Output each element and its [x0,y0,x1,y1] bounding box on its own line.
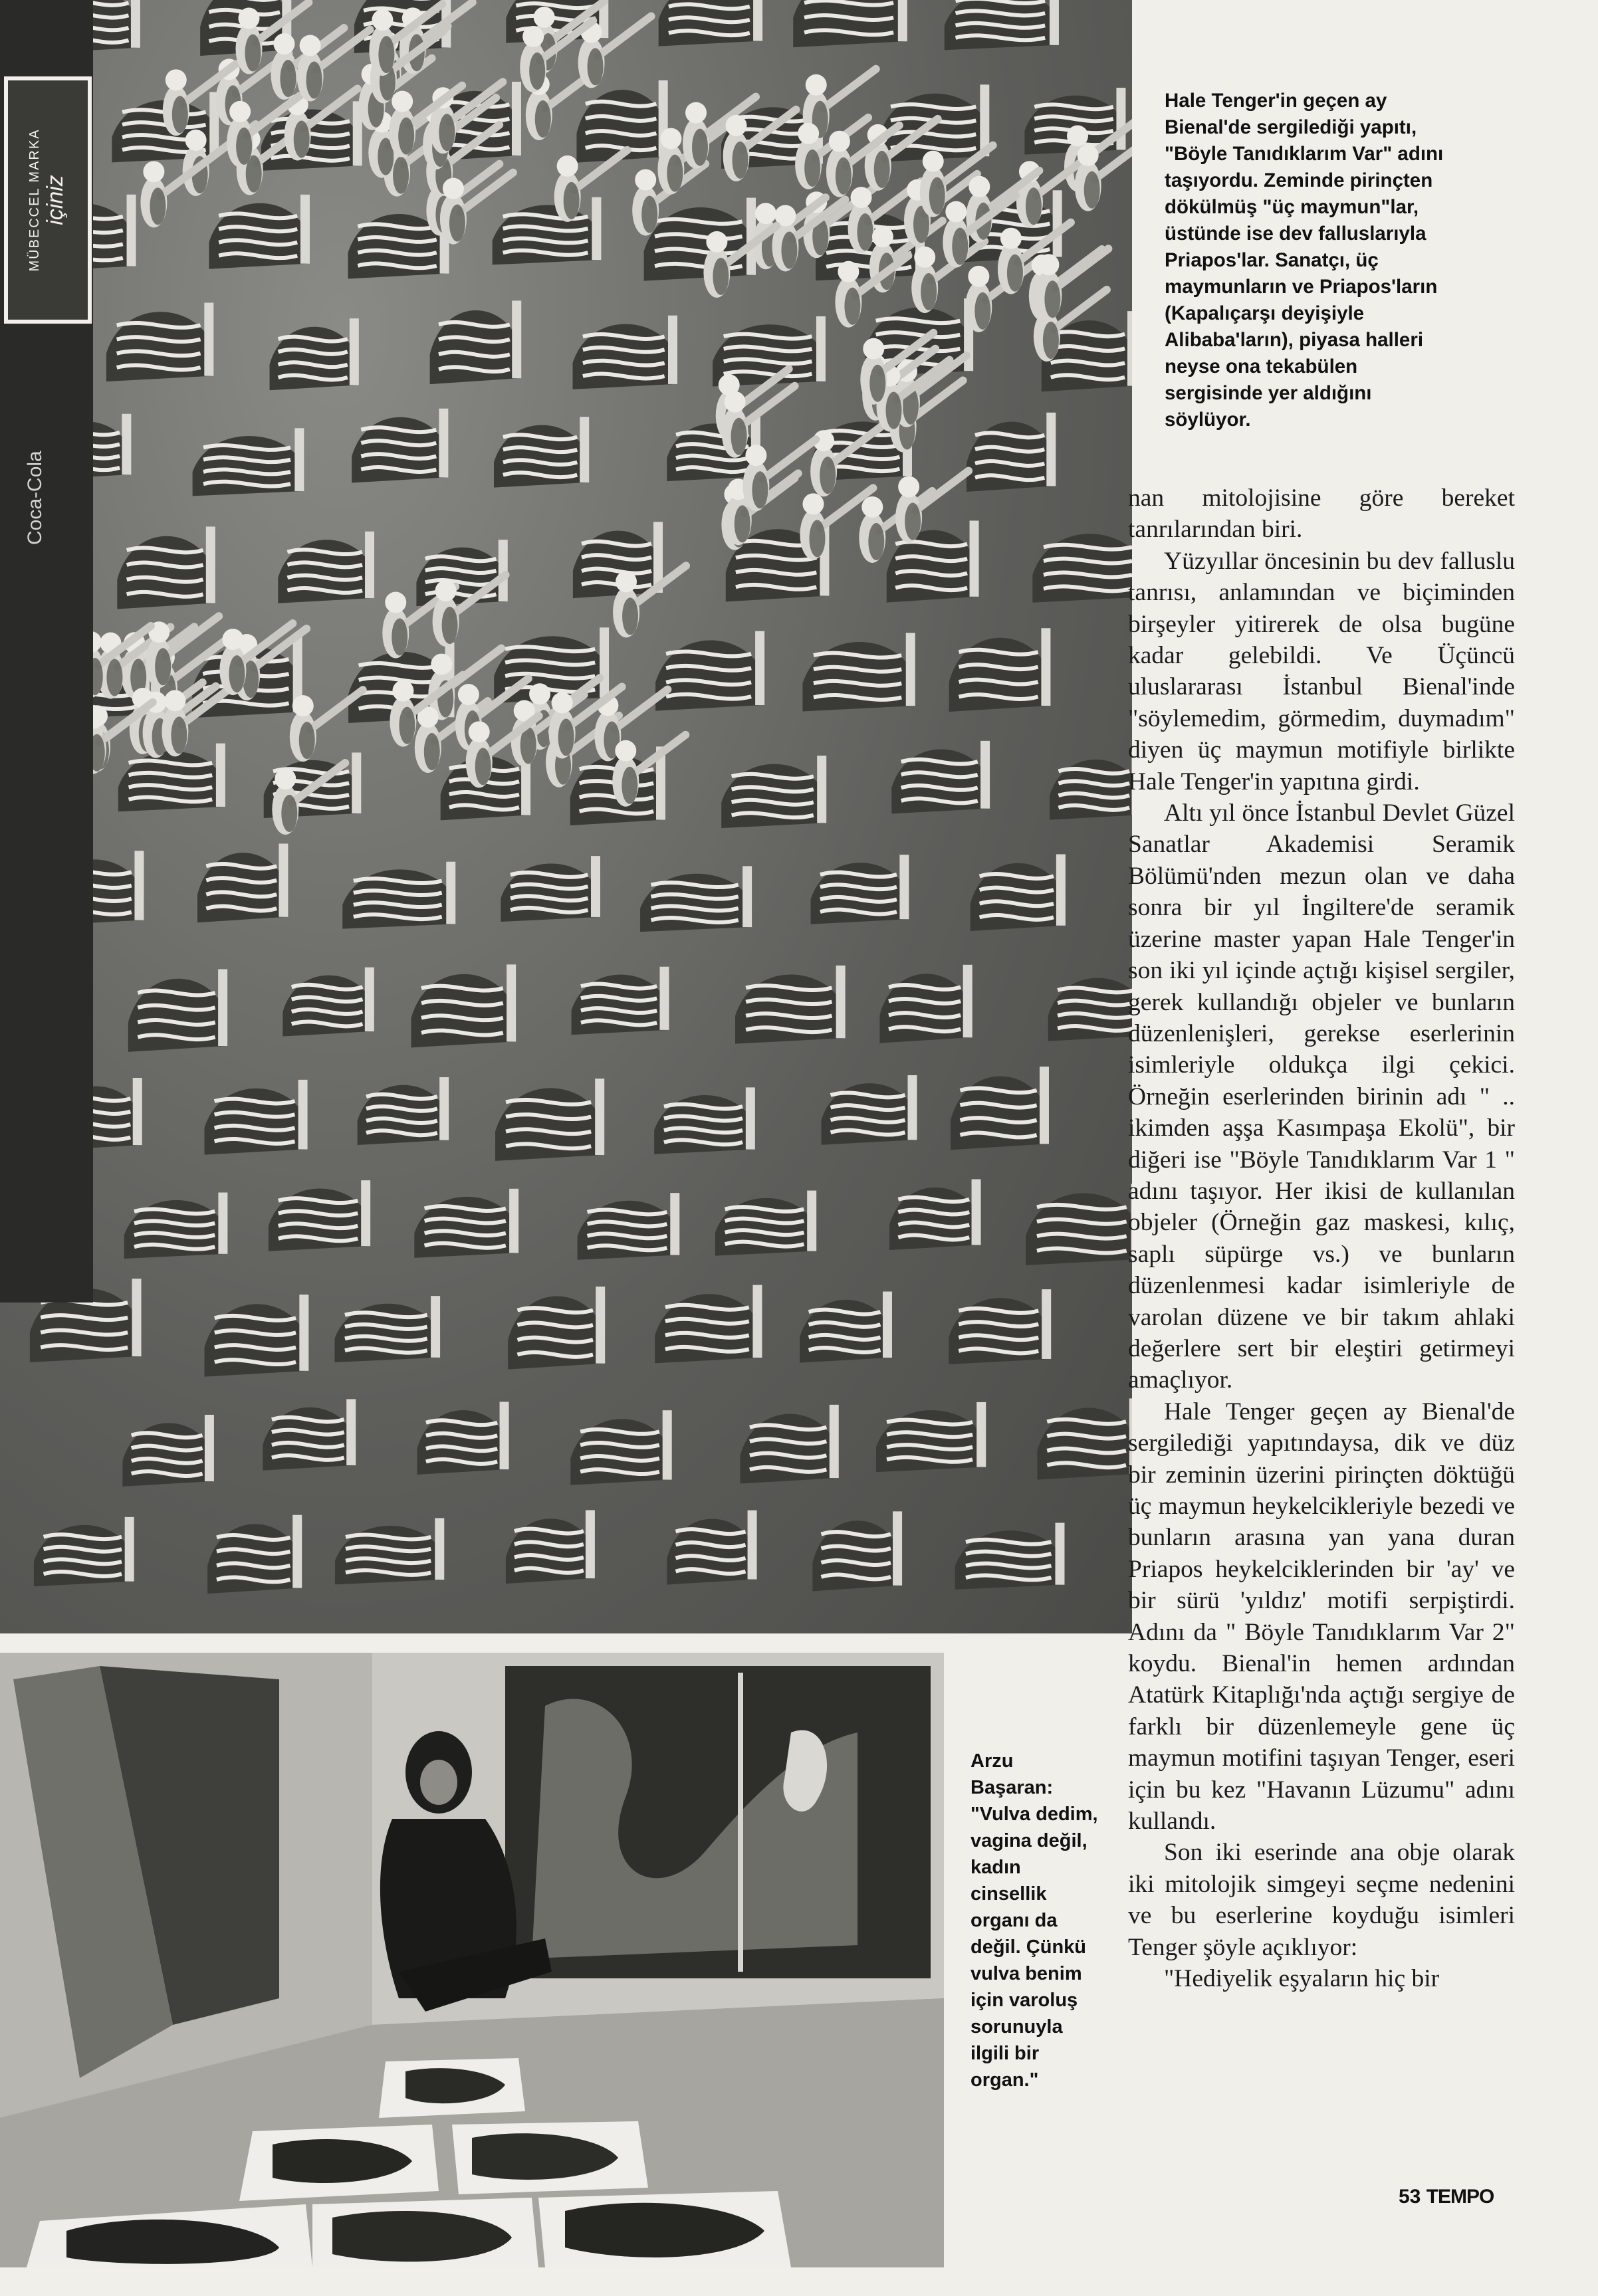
brass-figurine [1048,970,1132,1041]
brass-figurine [416,540,507,606]
brass-figurine [659,0,762,47]
brass-figurine [945,0,1059,50]
brass-figurine [495,1079,604,1161]
body-paragraph: Hale Tenger geçen ay Bienal'de sergilediği yapıtındaysa, dik ve düz bir zeminin üzerini pirinçten döktüğü üç maymun heykelcikleriyle bezedi ve bunların arasına yan yana duran Priapos heykelciklerinden bir 'ay' ve bir sürü 'yıldız' motifi serpiştirdi. Adını da " Böyle Tanıdıklarım Var 2" koydu. Bienal'in hemen ardından Atatürk Kitaplığı'nda açtığı sergiye de farklı bir düzenlemeyle gene üç maymun motifini taşıyan Tenger, eseri için bu kez "Havanın Lüzumu" adını kullandı. [1128,1398,1515,1835]
brass-figurine [949,628,1051,712]
brass-figurine [128,969,227,1051]
brass-figurine [342,862,455,929]
brass-figurine [967,413,1056,492]
brass-figurine [1050,752,1132,820]
brass-figurine [106,303,213,382]
brass-figurine [506,1510,595,1584]
brass-figurine [570,1410,671,1485]
brass-figurine [970,854,1066,931]
brass-figurine [501,856,600,922]
brass-figurine [889,1179,981,1250]
left-page-edge [0,0,93,1303]
artist-face [420,1760,457,1805]
brass-figurine [411,964,516,1047]
body-paragraph: Yüzyıllar öncesinin bu dev falluslu tanrısı, anlamından ve biçiminden birşeyler yitirerek de olsa bugüne kadar gelebildi. Ve Üçüncü uluslararası İstanbul Bienal'inde "söylemedim, görmedim, duymadım" diyen üç maymun motifiyle birlikte Hale Tenger'in yapıtına girdi. [1128,547,1515,795]
brass-figurine [891,741,990,814]
body-paragraph: Son iki eserinde ana obje olarak iki mitolojik simgeyi seçme nedenini ve bu eserlerine koyduğu isimleri Tenger şöyle açıklıyor: [1128,1839,1515,1961]
brass-figurine [122,1415,214,1487]
brass-figurine [654,1087,755,1154]
brass-figurine [655,631,764,711]
brass-figurine [811,855,909,924]
brass-figurine [414,1189,518,1258]
brass-figurine [655,1285,762,1364]
brass-figurine [740,1405,838,1484]
brass-figurine [951,1067,1049,1150]
brass-figurine [793,0,907,47]
edge-small-text: MÜBECCEL MARKA [27,128,42,272]
page-number: 53 [1399,2186,1421,2208]
edge-coca-text: Coca-Cola [24,451,46,545]
brass-figurine [334,1296,440,1362]
page-folio [1399,2186,1494,2208]
article-body [1128,482,1515,1995]
brass-figurine [430,300,522,384]
brass-figurine [193,428,304,496]
brass-figurine [205,1295,309,1377]
brass-figurine [269,1180,370,1251]
brass-figurine [34,1517,134,1586]
brass-figurine [572,967,669,1035]
artist-photo [0,1653,944,2267]
brass-figurine [667,1511,756,1585]
brass-figurine [352,409,448,483]
brass-figurine [197,843,288,922]
brass-figurine [494,417,589,487]
body-paragraph: Altı yıl önce İstanbul Devlet Güzel Sanatlar Akademisi Seramik Bölümü'nden mezun olan ve daha sonra bir yıl İngiltere'de seramik üzerine master yapan Hale Tenger'in son iki yıl içinde açtığı kişisel sergiler, gerek kullandığı objeler ve bunların düzenlenişleri, gerekse eserlerinin isimleriyle oldukça ilgi çekici. Örneğin eserlerinden birinin adı " .. ikimden aşşa Kasımpaşa Ekolü", bir diğeri ise "Böyle Tanıdıklarım Var 1 " adını taşıyor. Her ikisi de kullanılan objeler (Örneğin gaz maskesi, kılıç, saplı süpürge vs.) ve bunların düzenlenmesi kadar isimleriyle de varolan düzene ve bir takım ahlaki değerlere sert bir eleştiri getirmeyi amaçlıyor. [1128,799,1515,1394]
monkey-figurine [1035,249,1108,320]
brass-figurine [800,1291,892,1362]
brass-figurine [812,1511,902,1591]
brass-figurine [358,1077,449,1145]
brass-figurine [578,1193,680,1260]
brass-figurine [270,318,359,390]
brass-figurine [1026,1184,1132,1265]
brass-figurine [715,1191,816,1256]
brass-figurine [207,1515,302,1594]
brass-figurine [1032,525,1132,603]
brass-figurine [335,1518,444,1584]
brass-figurine [644,198,756,281]
panel-divider [738,1673,743,1972]
brass-figurine [573,316,677,389]
installation-caption: Hale Tenger'in geçen ay Bienal'de sergilediği yapıtı, "Böyle Tanıdıklarım Var" adını taşıyordu. Zeminde pirinçten dökülmüş "üç maymun"lar, üstünde ise dev falluslarıyla Priapos'lar. Sanatçı, üç maymunların ve Priapos'ların (Kapalıçarşı deyişiyle Alibaba'ların), piyasa halleri neyse ona tekabülen sergisinde yer aldığını söylüyor. [1165,90,1444,431]
brass-figurine [508,1287,605,1370]
brass-figurine [721,756,826,828]
brass-figurine [876,1402,986,1472]
brass-figurine [822,1075,917,1145]
brass-figurine [493,197,602,265]
edge-label-box [4,76,92,324]
brass-figurine [124,1192,228,1258]
body-paragraph: "Hediyelik eşyaların hiç bir [1164,1965,1440,1993]
brass-figurine [209,195,310,269]
brass-figurine [802,633,915,711]
brass-figurine [417,1402,509,1475]
artist-caption: Arzu Başaran: "Vulva dedim, vagina değil, kadın cinsellik organı da değil. Çünkü vulva benim için varoluş sorunuyla ilgili bir organ." [970,1750,1098,2091]
brass-figurine [1037,1398,1132,1479]
brass-figurine [735,966,846,1044]
brass-figurine [263,1399,356,1470]
brass-figurine [278,532,374,603]
brass-figurine [640,866,752,932]
brass-figurine [117,526,215,609]
brass-figurine [283,968,374,1037]
brass-figurine [879,965,972,1043]
magazine-name: TEMPO [1426,2186,1494,2208]
brass-figurine [949,1289,1051,1364]
artist-scene [0,1653,944,2267]
brass-figurine [204,1080,307,1155]
edge-big-text: içiniz [43,175,68,225]
brass-figurine [955,1523,1065,1590]
monkey-figurine [290,690,363,762]
body-paragraph: nan mitolojisine göre bereket tanrılarından biri. [1128,484,1515,544]
